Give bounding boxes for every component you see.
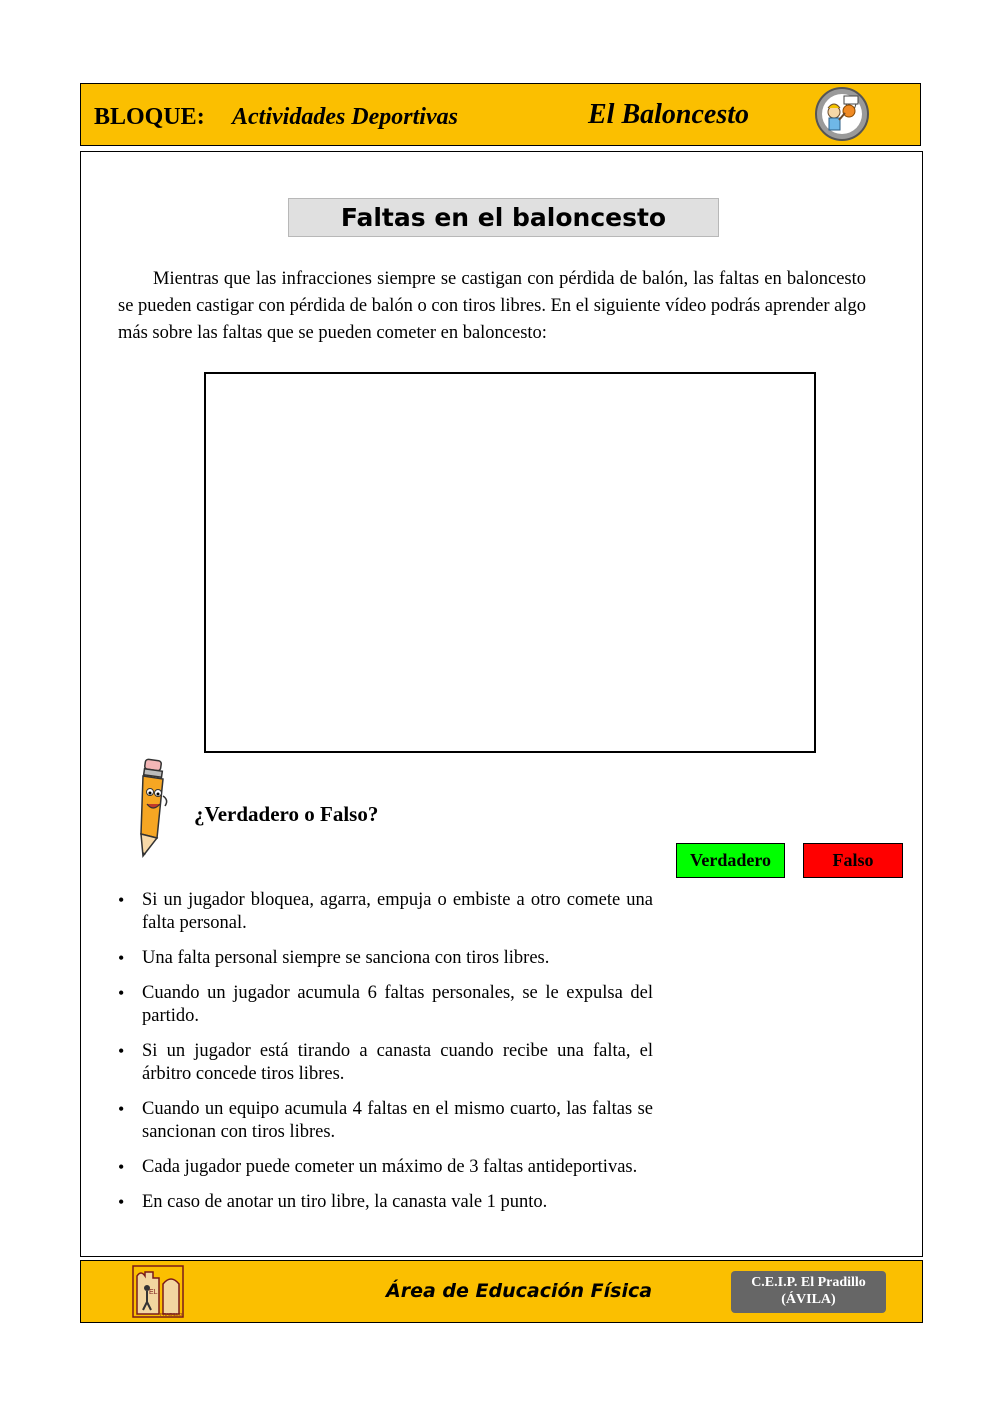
footer-bar (80, 1260, 923, 1323)
page-title: Faltas en el baloncesto (288, 198, 719, 237)
false-column-button[interactable]: Falso (803, 843, 903, 878)
area-label: Área de Educación Física (386, 1280, 653, 1302)
true-false-heading: ¿Verdadero o Falso? (194, 802, 379, 826)
statement-item: • Si un jugador bloquea, agarra, empuja o embiste a otro comete una falta personal. (118, 889, 653, 935)
statement-list (118, 889, 653, 1226)
header-bar (80, 83, 921, 146)
statement-item: • Cuando un equipo acumula 4 faltas en el mismo cuarto, las faltas se sancionan con tiros libres. (118, 1098, 653, 1144)
statement-item: • Una falta personal siempre se sanciona con tiros libres. (118, 947, 653, 970)
school-location: (ÁVILA) (781, 1292, 836, 1307)
video-frame[interactable] (204, 372, 816, 753)
statement-item: • Cuando un jugador acumula 6 faltas personales, se le expulsa del partido. (118, 982, 653, 1028)
intro-paragraph: Mientras que las infracciones siempre se castigan con pérdida de balón, las faltas en baloncesto se pueden castigar con pérdida de balón o con tiros libres. En el siguiente vídeo podrás aprender algo más sobre las faltas que se pueden cometer en baloncesto: (118, 269, 866, 343)
statement-item: • Si un jugador está tirando a canasta cuando recibe una falta, el árbitro concede tiros libres. (118, 1040, 653, 1086)
school-logo-icon (131, 1264, 185, 1319)
true-column-button[interactable]: Verdadero (676, 843, 785, 878)
school-name: C.E.I.P. El Pradillo (751, 1275, 866, 1290)
svg-text:PRADILLO: PRADILLO (160, 1312, 183, 1317)
bloque-value: Actividades Deportivas (232, 104, 458, 130)
school-badge (731, 1271, 886, 1313)
statement-item: • En caso de anotar un tiro libre, la canasta vale 1 punto. (118, 1191, 653, 1214)
content-frame (80, 151, 923, 1257)
svg-text:EL: EL (149, 1289, 158, 1296)
topic-title: El Baloncesto (588, 99, 750, 130)
bloque-label: BLOQUE: (94, 104, 205, 130)
basketball-logo-icon (814, 86, 870, 142)
statement-item: • Cada jugador puede cometer un máximo de 3 faltas antideportivas. (118, 1156, 653, 1179)
pencil-mascot-icon (133, 756, 171, 860)
